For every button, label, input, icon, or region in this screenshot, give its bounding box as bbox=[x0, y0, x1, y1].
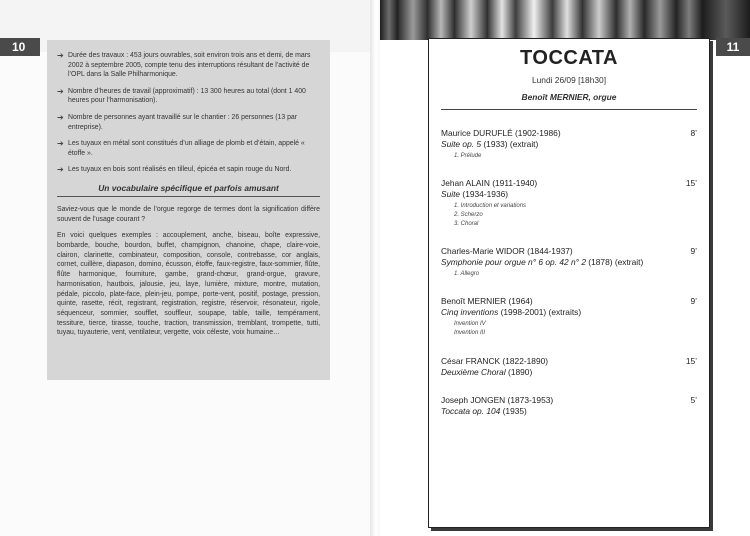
duration: 5’ bbox=[690, 395, 697, 405]
work-title-details: (1935) bbox=[500, 406, 527, 416]
composer-name: Benoît MERNIER (1964) bbox=[441, 296, 533, 306]
program-item bbox=[441, 246, 697, 279]
movement-item: 1. Allegro bbox=[454, 271, 480, 277]
composer-name: Maurice DURUFLÉ (1902-1986) bbox=[441, 128, 561, 138]
duration: 15’ bbox=[685, 356, 697, 366]
duration: 9’ bbox=[690, 296, 697, 306]
page-number-right: 11 bbox=[716, 38, 750, 56]
composer-name: Charles-Marie WIDOR (1844-1937) bbox=[441, 246, 573, 256]
movement-list bbox=[454, 320, 697, 338]
section-title: Un vocabulaire spécifique et parfois amusant bbox=[98, 182, 279, 193]
composer-name: Jehan ALAIN (1911-1940) bbox=[441, 178, 538, 188]
work-title bbox=[441, 307, 697, 318]
concert-date: Lundi 26/09 [18h30] bbox=[531, 75, 607, 85]
bullet-text: Les tuyaux en bois sont réalisés en tilleul, épicéa et sapin rouge du Nord. bbox=[68, 166, 292, 174]
left-page bbox=[0, 0, 372, 536]
bullet-item bbox=[57, 139, 320, 158]
work-title-italic: Deuxième Choral bbox=[441, 367, 506, 377]
movement-list bbox=[454, 202, 697, 229]
movement-item: 3. Choral bbox=[454, 221, 479, 227]
work-title-italic: Symphonie pour orgue n° 6 op. 42 n° 2 bbox=[441, 257, 586, 267]
duration: 8’ bbox=[690, 128, 697, 138]
composer-name: Joseph JONGEN (1873-1953) bbox=[441, 395, 554, 405]
movement-item: 1. Prélude bbox=[454, 153, 482, 159]
arrow-icon: ➔ bbox=[57, 51, 64, 60]
right-page bbox=[380, 0, 750, 536]
bullet-item bbox=[57, 165, 320, 175]
bullet-text: Nombre d’heures de travail (approximatif) : 13 300 heures au total (dont 1 400 heures pour l’harmonisation). bbox=[68, 87, 306, 105]
movement-list bbox=[454, 152, 697, 161]
movement-item: 2. Scherzo bbox=[454, 212, 483, 218]
duration: 15’ bbox=[685, 178, 697, 188]
concert-title: TOCCATA bbox=[520, 47, 618, 69]
bullet-item bbox=[57, 51, 320, 80]
bullet-text: Durée des travaux : 453 jours ouvrables, soit environ trois ans et demi, de mars 2002 à septembre 2005, compte tenu des interruptions résultant de l’activité de l’OPL dans la Salle Philharmonique. bbox=[68, 52, 311, 79]
work-title-italic: Cinq inventions bbox=[441, 307, 499, 317]
info-panel bbox=[47, 40, 330, 380]
program-item bbox=[441, 128, 697, 161]
program-card bbox=[428, 38, 710, 528]
work-title-details: (1890) bbox=[505, 367, 533, 377]
movement-item: 1. Introduction et variations bbox=[454, 203, 527, 209]
work-title-details: (1934-1936) bbox=[460, 189, 509, 199]
organ-pipes-photo bbox=[380, 0, 750, 40]
work-title-details: (1998-2001) (extraits) bbox=[498, 307, 582, 317]
bullet-text: Les tuyaux en métal sont constitués d’un alliage de plomb et d’étain, appelé « étoffe ». bbox=[68, 140, 305, 157]
program-item bbox=[441, 356, 697, 378]
work-title bbox=[441, 406, 697, 417]
arrow-icon: ➔ bbox=[57, 86, 64, 96]
arrow-icon: ➔ bbox=[57, 139, 64, 149]
program-item bbox=[441, 178, 697, 229]
bullet-item bbox=[57, 87, 320, 106]
page-number-left: 10 bbox=[0, 38, 40, 56]
work-title-italic: Suite op. 5 bbox=[441, 139, 482, 149]
duration: 9’ bbox=[690, 246, 697, 256]
work-title bbox=[441, 139, 697, 150]
bullet-text: Nombre de personnes ayant travaillé sur le chantier : 26 personnes (13 par entreprise). bbox=[68, 113, 298, 131]
work-title bbox=[441, 189, 697, 200]
movement-item: Invention III bbox=[454, 330, 486, 336]
arrow-icon: ➔ bbox=[57, 112, 64, 122]
work-title bbox=[441, 257, 697, 268]
program-item bbox=[441, 296, 697, 338]
work-title-details: (1878) (extrait) bbox=[585, 257, 644, 267]
movement-list bbox=[454, 270, 697, 279]
work-title-details: (1933) (extrait) bbox=[481, 139, 539, 149]
composer-name: César FRANCK (1822-1890) bbox=[441, 356, 549, 366]
vocabulary-paragraph: En voici quelques exemples : accouplement, anche, biseau, boîte expressive, bombarde, bouche, bourdon, buffet, champignon, chanoine, chape, claire-voie, clairon, clarinette, combinateur, composition, console, contrebasse, cor anglais, cornet, cuillère, diapason, domino, écusson, étoffe, faux-registre, faux-sommier, flûte, flûte harmonique, fourniture, gambe, grand-chœur, grand-orgue, gravure, harmonisation, hautbois, jalousie, jeu, laye, lumière, mixture, montre, mutation, pédale, piccolo, plate-face, plein-jeu, pompe, porte-vent, positif, postage, pression, quinte, rasette, récit, registrant, registration, registre, réservoir, résonateur, rigole, séquenceur, sommier, soufflet, souffleur, soupape, table, taille, tempérament, tessiture, tierce, tirasse, touche, traction, transmission, tremblant, trompette, tutti, tuyau, tuyauterie, vent, ventilateur, vergette, voix céleste, voix humaine… bbox=[57, 232, 320, 337]
work-title-italic: Toccata op. 104 bbox=[441, 406, 501, 416]
movement-item: Invention IV bbox=[454, 321, 486, 327]
arrow-icon: ➔ bbox=[57, 165, 64, 175]
card-divider bbox=[441, 109, 697, 110]
intro-paragraph: Saviez-vous que le monde de l’orgue regorge de termes dont la signification diffère souvent de l’usage courant ? bbox=[57, 205, 320, 223]
bullet-item bbox=[57, 113, 320, 132]
work-title bbox=[441, 367, 697, 378]
section-divider bbox=[57, 196, 320, 197]
work-title-italic: Suite bbox=[441, 189, 461, 199]
performer-name: Benoît MERNIER, orgue bbox=[521, 92, 617, 102]
program-item bbox=[441, 395, 697, 417]
